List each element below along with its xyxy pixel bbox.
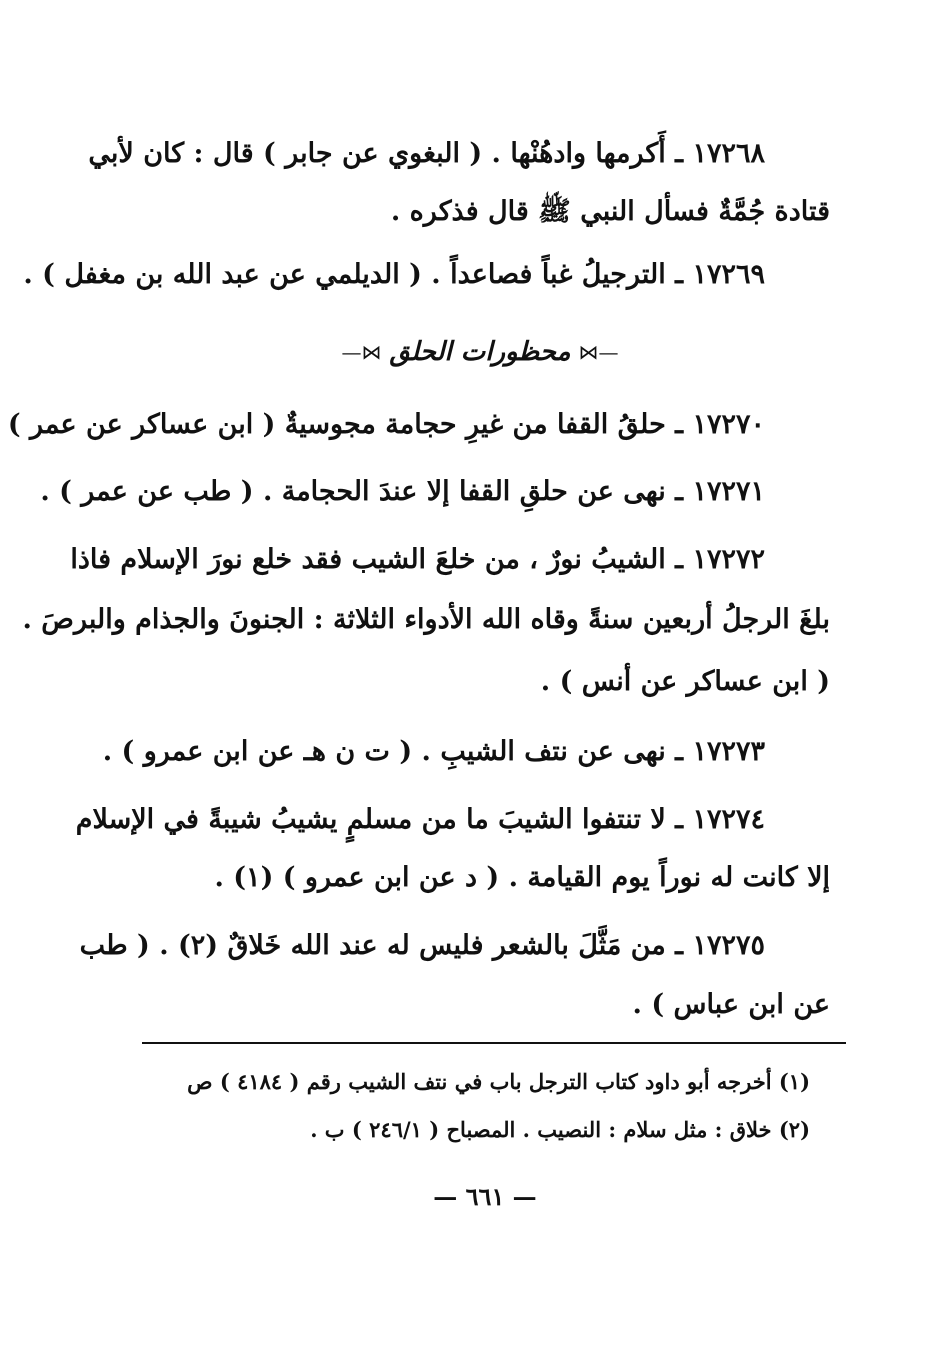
text-line-17275-cont: عن ابن عباس ) . bbox=[632, 989, 830, 1020]
section-heading bbox=[335, 330, 625, 374]
text-line-17272: ١٧٢٧٢ ـ الشيبُ نورٌ ، من خلعَ الشيب فقد خلع نورَ الإسلام فاذا bbox=[70, 544, 765, 575]
text-line-17269: ١٧٢٦٩ ـ الترجيلُ غباً فصاعداً . ( الديلمي عن عبد الله بن مغفل ) . bbox=[23, 259, 765, 290]
footnote-2: (٢) خلاق : مثل سلام : النصيب . المصباح ( ٢٤٦/١ ) ب . bbox=[310, 1117, 810, 1142]
footnote-1: (١) أخرجه أبو داود كتاب الترجل باب في نتف الشيب رقم ( ٤١٨٤ ) ص bbox=[187, 1069, 810, 1094]
text-line-17270: ١٧٢٧٠ ـ حلقُ القفا من غيرِ حجامة مجوسيةٌ ( ابن عساكر عن عمر ) bbox=[7, 409, 765, 440]
text-line-17268: ١٧٢٦٨ ـ أَكرمها وادهُنْها . ( البغوي عن جابر ) قال : كان لأبي bbox=[88, 138, 765, 169]
text-line-17272-source: ( ابن عساكر عن أنس ) . bbox=[540, 666, 830, 697]
page-number: — ٦٦١ — bbox=[433, 1182, 537, 1211]
ornament-left-icon: ⋈— bbox=[341, 340, 382, 364]
text-line-17272-cont: بلغَ الرجلُ أربعين سنةً وقاه الله الأدواء الثلاثة : الجنونَ والجذام والبرصَ . bbox=[22, 604, 830, 635]
text-line-17274: ١٧٢٧٤ ـ لا تنتفوا الشيبَ ما من مسلمٍ يشيبُ شيبةً في الإسلام bbox=[75, 804, 765, 835]
text-line-17274-cont: إلا كانت له نوراً يوم القيامة . ( د عن ابن عمرو ) (١) . bbox=[214, 862, 830, 893]
text-line-17275: ١٧٢٧٥ ـ من مَثَّلَ بالشعر فليس له عند الله خَلاقٌ (٢) . ( طب bbox=[79, 930, 765, 961]
text-line-17268-cont: قتادة جُمَّةٌ فسأل النبي ﷺ قال فذكره . bbox=[390, 196, 830, 227]
section-heading-text: محظورات الحلق bbox=[389, 337, 571, 367]
footnote-divider bbox=[142, 1042, 846, 1044]
text-line-17273: ١٧٢٧٣ ـ نهى عن نتف الشيبِ . ( ت ن هـ عن ابن عمرو ) . bbox=[102, 736, 765, 767]
text-line-17271: ١٧٢٧١ ـ نهى عن حلقِ القفا إلا عندَ الحجامة . ( طب عن عمر ) . bbox=[40, 476, 765, 507]
ornament-right-icon: —⋈ bbox=[578, 340, 619, 364]
